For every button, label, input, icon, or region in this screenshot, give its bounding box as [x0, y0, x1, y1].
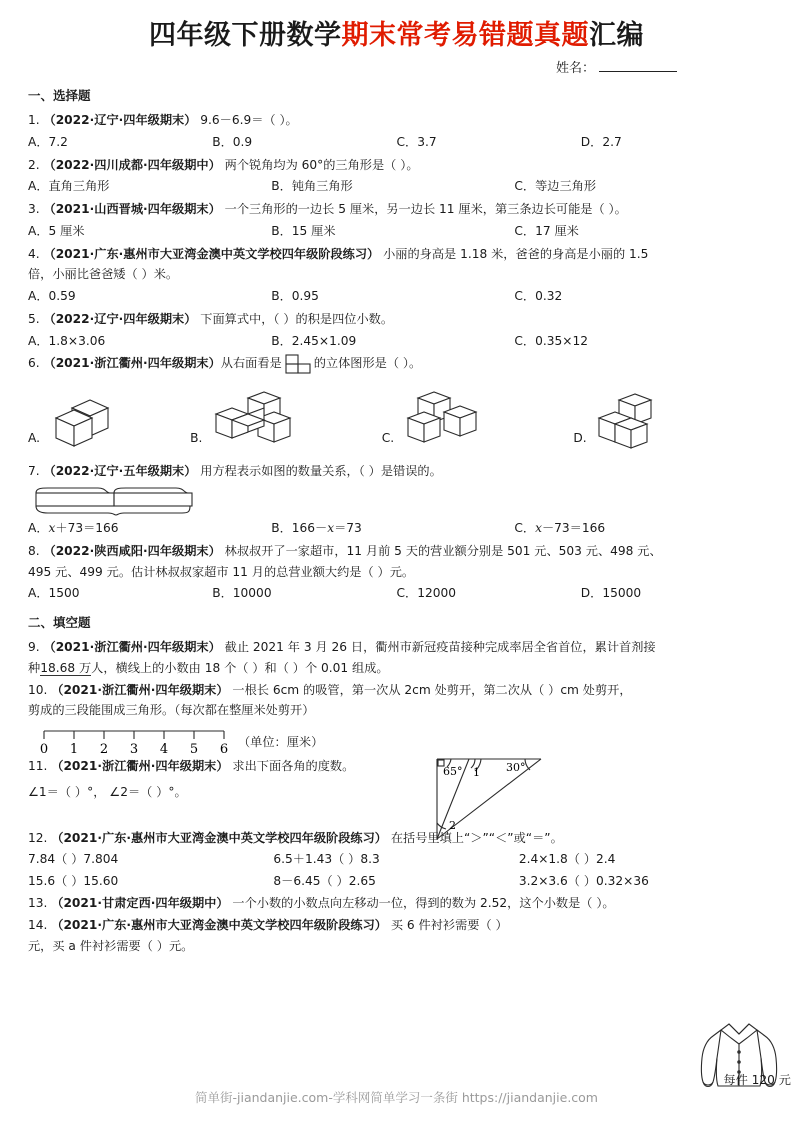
ruler-tick-6: 6 [219, 742, 229, 758]
angle-2-label: 2 [449, 819, 456, 833]
option-c[interactable]: C．0.32 [514, 289, 563, 304]
option-c-var: x [535, 521, 542, 536]
shirt-price-label: 每件 120 元 [723, 1073, 791, 1087]
ruler-figure [38, 723, 765, 758]
question-8 [28, 542, 765, 604]
option-c[interactable] [514, 518, 605, 539]
right-triangle-figure [429, 751, 547, 845]
question-14 [28, 916, 765, 957]
question-10 [28, 681, 765, 756]
question-9-text: 截止 2021 年 3 月 26 日，衢州市新冠疫苗接种完成率居全省首位，累计首剂接 [224, 640, 656, 655]
question-9-underlined-value: 18.68 万 [40, 660, 92, 675]
question-11-source: （2021·浙江衢州·四年级期末） [51, 759, 229, 774]
shirt-figure [691, 1014, 791, 1094]
question-2-options [28, 176, 765, 197]
page-title-part-1: 四年级下册数学 [149, 20, 342, 51]
option-a[interactable]: A．5 厘米 [28, 223, 85, 238]
section-header-fill-blank: 二、填空题 [28, 615, 91, 631]
option-c[interactable]: C．0.35×12 [514, 333, 588, 348]
question-8-stem [28, 542, 765, 562]
cubes-a-icon [46, 394, 118, 452]
question-1-options [28, 132, 765, 153]
question-14-text-line2: 元，买 a 件衬衫需要（ ）元。 [28, 938, 194, 953]
option-a[interactable] [28, 518, 271, 539]
question-5-text: 下面算式中，（ ）的积是四位小数。 [200, 311, 394, 326]
question-9 [28, 638, 765, 679]
question-1-text: 9.6－6.9＝（ ）。 [200, 113, 298, 128]
question-5-stem [28, 310, 765, 330]
question-14-stem [28, 916, 765, 936]
option-b[interactable]: B．钝角三角形 [271, 179, 353, 194]
question-9-line2-a: 种 [28, 660, 41, 675]
compare-row [28, 871, 765, 892]
option-b-rest: ＝73 [334, 521, 362, 536]
question-3-source: （2021·山西晋城·四年级期末） [43, 202, 221, 217]
question-5 [28, 310, 765, 352]
option-c-label: C． [514, 521, 536, 536]
question-6-text-before: 从右面看是 [220, 356, 282, 371]
question-4-text: 小丽的身高是 1.18 米，爸爸的身高是小丽的 1.5 [383, 246, 649, 261]
question-6-text-after: 的立体图形是（ ）。 [313, 356, 422, 371]
cubes-c-icon [400, 388, 480, 452]
option-b[interactable]: B．10000 [212, 586, 272, 601]
question-8-number: 8. [28, 543, 40, 558]
question-8-text-line2: 495 元、499 元。估计林叔叔家超市 11 月的总营业额大约是（ ）元。 [28, 564, 415, 579]
question-14-source: （2021·广东·惠州市大亚湾金澳中英文学校四年级阶段练习） [51, 917, 387, 932]
option-d[interactable] [573, 392, 735, 452]
option-d-label: D. [573, 430, 587, 445]
question-2-text: 两个锐角均为 60°的三角形是（ ）。 [224, 157, 419, 172]
question-14-text: 买 6 件衬衫需要（ ） [390, 917, 508, 932]
option-b[interactable] [190, 390, 382, 452]
option-a[interactable]: A．0.59 [28, 289, 76, 304]
option-a-label: A. [28, 430, 40, 445]
ruler-tick-1: 1 [69, 742, 79, 758]
angle-1-label: 1 [473, 766, 480, 780]
option-a-var: x [48, 521, 56, 536]
question-3-number: 3. [28, 202, 40, 217]
compare-item[interactable]: 6.5＋1.43（ ）8.3 [273, 852, 380, 867]
option-b-var: x [327, 521, 335, 536]
question-7-stem [28, 462, 765, 482]
question-9-text-line2 [28, 659, 765, 679]
question-9-line2-b: 人，横线上的小数由 18 个（ ）和（ ）个 0.01 组成。 [91, 660, 389, 675]
question-6-number: 6. [28, 356, 40, 371]
segment-bar-diagram [32, 486, 765, 516]
name-field-row [28, 57, 765, 76]
question-2-stem [28, 156, 765, 176]
question-10-text: 一根长 6cm 的吸管，第一次从 2cm 处剪开，第二次从（ ）cm 处剪开， [232, 682, 632, 697]
ruler-tick-5: 5 [189, 742, 199, 758]
option-c[interactable] [382, 388, 574, 452]
option-a-label: A． [28, 521, 49, 536]
question-9-stem [28, 638, 765, 658]
name-label: 姓名： [555, 61, 595, 77]
option-d[interactable]: D．2.7 [580, 134, 622, 149]
question-12-source: （2021·广东·惠州市大亚湾金澳中英文学校四年级阶段练习） [51, 830, 387, 845]
question-8-options [28, 583, 765, 604]
compare-item[interactable]: 7.84（ ）7.804 [28, 852, 119, 867]
question-2 [28, 156, 765, 198]
question-12-number: 12. [28, 830, 48, 845]
question-1-source: （2022·辽宁·四年级期末） [43, 113, 197, 128]
question-1-number: 1. [28, 113, 40, 128]
compare-item[interactable]: 2.4×1.8（ ）2.4 [518, 852, 616, 867]
question-13-number: 13. [28, 896, 48, 911]
question-3 [28, 200, 765, 242]
section-header-choice: 一、选择题 [28, 88, 91, 104]
question-3-options [28, 221, 765, 242]
question-14-number: 14. [28, 917, 48, 932]
question-9-number: 9. [28, 640, 40, 655]
question-12-text: 在括号里填上“＞”“＜”或“＝”。 [390, 830, 563, 845]
question-11-stem [28, 757, 765, 780]
question-1-stem [28, 111, 765, 131]
question-13-stem [28, 894, 765, 914]
page-title-highlight: 期末常考易错题真题 [341, 20, 589, 51]
question-2-number: 2. [28, 157, 40, 172]
question-5-number: 5. [28, 311, 40, 326]
option-b-label: B. [190, 430, 203, 445]
footer-watermark: 简单街-jiandanjie.com-学科网简单学习一条街 https://jiandanjie.com [194, 1090, 598, 1105]
ruler-tick-4: 4 [159, 742, 169, 758]
question-7-options [28, 518, 765, 539]
question-4-source: （2021·广东·惠州市大亚湾金澳中英文学校四年级阶段练习） [43, 246, 380, 261]
option-a-rest: ＋73＝166 [55, 521, 119, 536]
question-10-source: （2021·浙江衢州·四年级期末） [51, 682, 229, 697]
question-7-source: （2022·辽宁·五年级期末） [43, 464, 197, 479]
question-4-number: 4. [28, 246, 40, 261]
question-12-stem [28, 829, 765, 849]
cubes-d-icon [593, 392, 663, 452]
option-c[interactable]: C．3.7 [396, 134, 437, 149]
question-13 [28, 894, 765, 914]
option-c[interactable]: C．等边三角形 [514, 179, 597, 194]
question-8-source: （2022·陕西咸阳·四年级期末） [43, 543, 221, 558]
question-11 [28, 757, 765, 833]
question-5-source: （2022·辽宁·四年级期末） [43, 311, 197, 326]
compare-item[interactable]: 8－6.45（ ）2.65 [273, 873, 376, 888]
question-11-text: 求出下面各角的度数。 [232, 759, 355, 774]
name-input-blank[interactable] [599, 59, 677, 72]
option-d[interactable]: D．15000 [580, 586, 642, 601]
question-9-source: （2021·浙江衢州·四年级期末） [43, 640, 221, 655]
question-8-text: 林叔叔开了一家超市，11 月前 5 天的营业额分别是 501 元、503 元、498 元、 [224, 543, 662, 558]
option-a[interactable]: A．直角三角形 [28, 179, 110, 194]
question-7 [28, 462, 765, 539]
ruler-tick-2: 2 [99, 742, 109, 758]
question-13-text: 一个小数的小数点向左移动一位，得到的数为 2.52，这个小数是（ ）。 [232, 896, 615, 911]
question-4-text-line2: 倍，小丽比爸爸矮（ ）米。 [28, 267, 179, 282]
compare-item[interactable]: 3.2×3.6（ ）0.32×36 [518, 873, 649, 888]
option-b[interactable]: B．0.9 [212, 134, 253, 149]
option-c[interactable]: C．17 厘米 [514, 223, 579, 238]
ruler-tick-0: 0 [39, 742, 49, 758]
option-c-rest: －73＝166 [541, 521, 606, 536]
compare-row [28, 849, 765, 870]
option-a[interactable]: A．1500 [28, 586, 80, 601]
question-12 [28, 829, 765, 892]
question-2-source: （2022·四川成都·四年级期中） [43, 157, 221, 172]
question-10-number: 10. [28, 682, 48, 697]
question-3-text: 一个三角形的一边长 5 厘米，另一边长 11 厘米，第三条边长可能是（ ）。 [224, 202, 627, 217]
question-3-stem [28, 200, 765, 220]
page-title [28, 20, 765, 51]
ruler-icon [38, 723, 230, 758]
question-4-options [28, 286, 765, 307]
compare-item[interactable]: 15.6（ ）15.60 [28, 873, 119, 888]
option-a[interactable]: A．1.8×3.06 [28, 333, 106, 348]
ruler-unit-label: （单位：厘米） [238, 735, 324, 750]
option-c[interactable]: C．12000 [396, 586, 456, 601]
option-b[interactable] [271, 518, 514, 539]
question-6-source: （2021·浙江衢州·四年级期末） [43, 356, 221, 371]
option-b-label: B． [271, 521, 292, 536]
question-5-options [28, 331, 765, 352]
page-title-part-2: 汇编 [589, 20, 644, 51]
ruler-tick-3: 3 [129, 742, 139, 758]
question-7-text: 用方程表示如图的数量关系，（ ）是错误的。 [200, 464, 442, 479]
question-4-stem [28, 245, 765, 265]
question-6-stem [28, 354, 765, 374]
option-c-label: C. [381, 430, 395, 445]
option-a[interactable] [28, 394, 190, 452]
cubes-b-icon [208, 390, 294, 452]
angle-30-label: 30° [506, 761, 526, 775]
question-11-number: 11. [28, 759, 48, 774]
option-a[interactable]: A．7.2 [28, 134, 68, 149]
question-10-stem [28, 681, 765, 701]
option-b[interactable]: B．2.45×1.09 [271, 333, 357, 348]
question-1 [28, 111, 765, 153]
question-6 [28, 354, 765, 452]
option-b[interactable]: B．0.95 [271, 289, 319, 304]
question-6-options [28, 380, 765, 452]
question-7-number: 7. [28, 464, 40, 479]
question-11-answer-line: ∠1＝（ ）°， ∠2＝（ ）°。 [28, 784, 187, 799]
option-b[interactable]: B．15 厘米 [271, 223, 336, 238]
question-10-text-line2: 剪成的三段能围成三角形。（每次都在整厘米处剪开） [28, 703, 315, 718]
angle-65-label: 65° [443, 765, 463, 779]
option-b-pre: 166－ [291, 521, 328, 536]
view-shape-icon [285, 354, 311, 374]
compare-grid [28, 849, 765, 892]
question-4 [28, 245, 765, 307]
question-13-source: （2021·甘肃定西·四年级期中） [51, 896, 229, 911]
